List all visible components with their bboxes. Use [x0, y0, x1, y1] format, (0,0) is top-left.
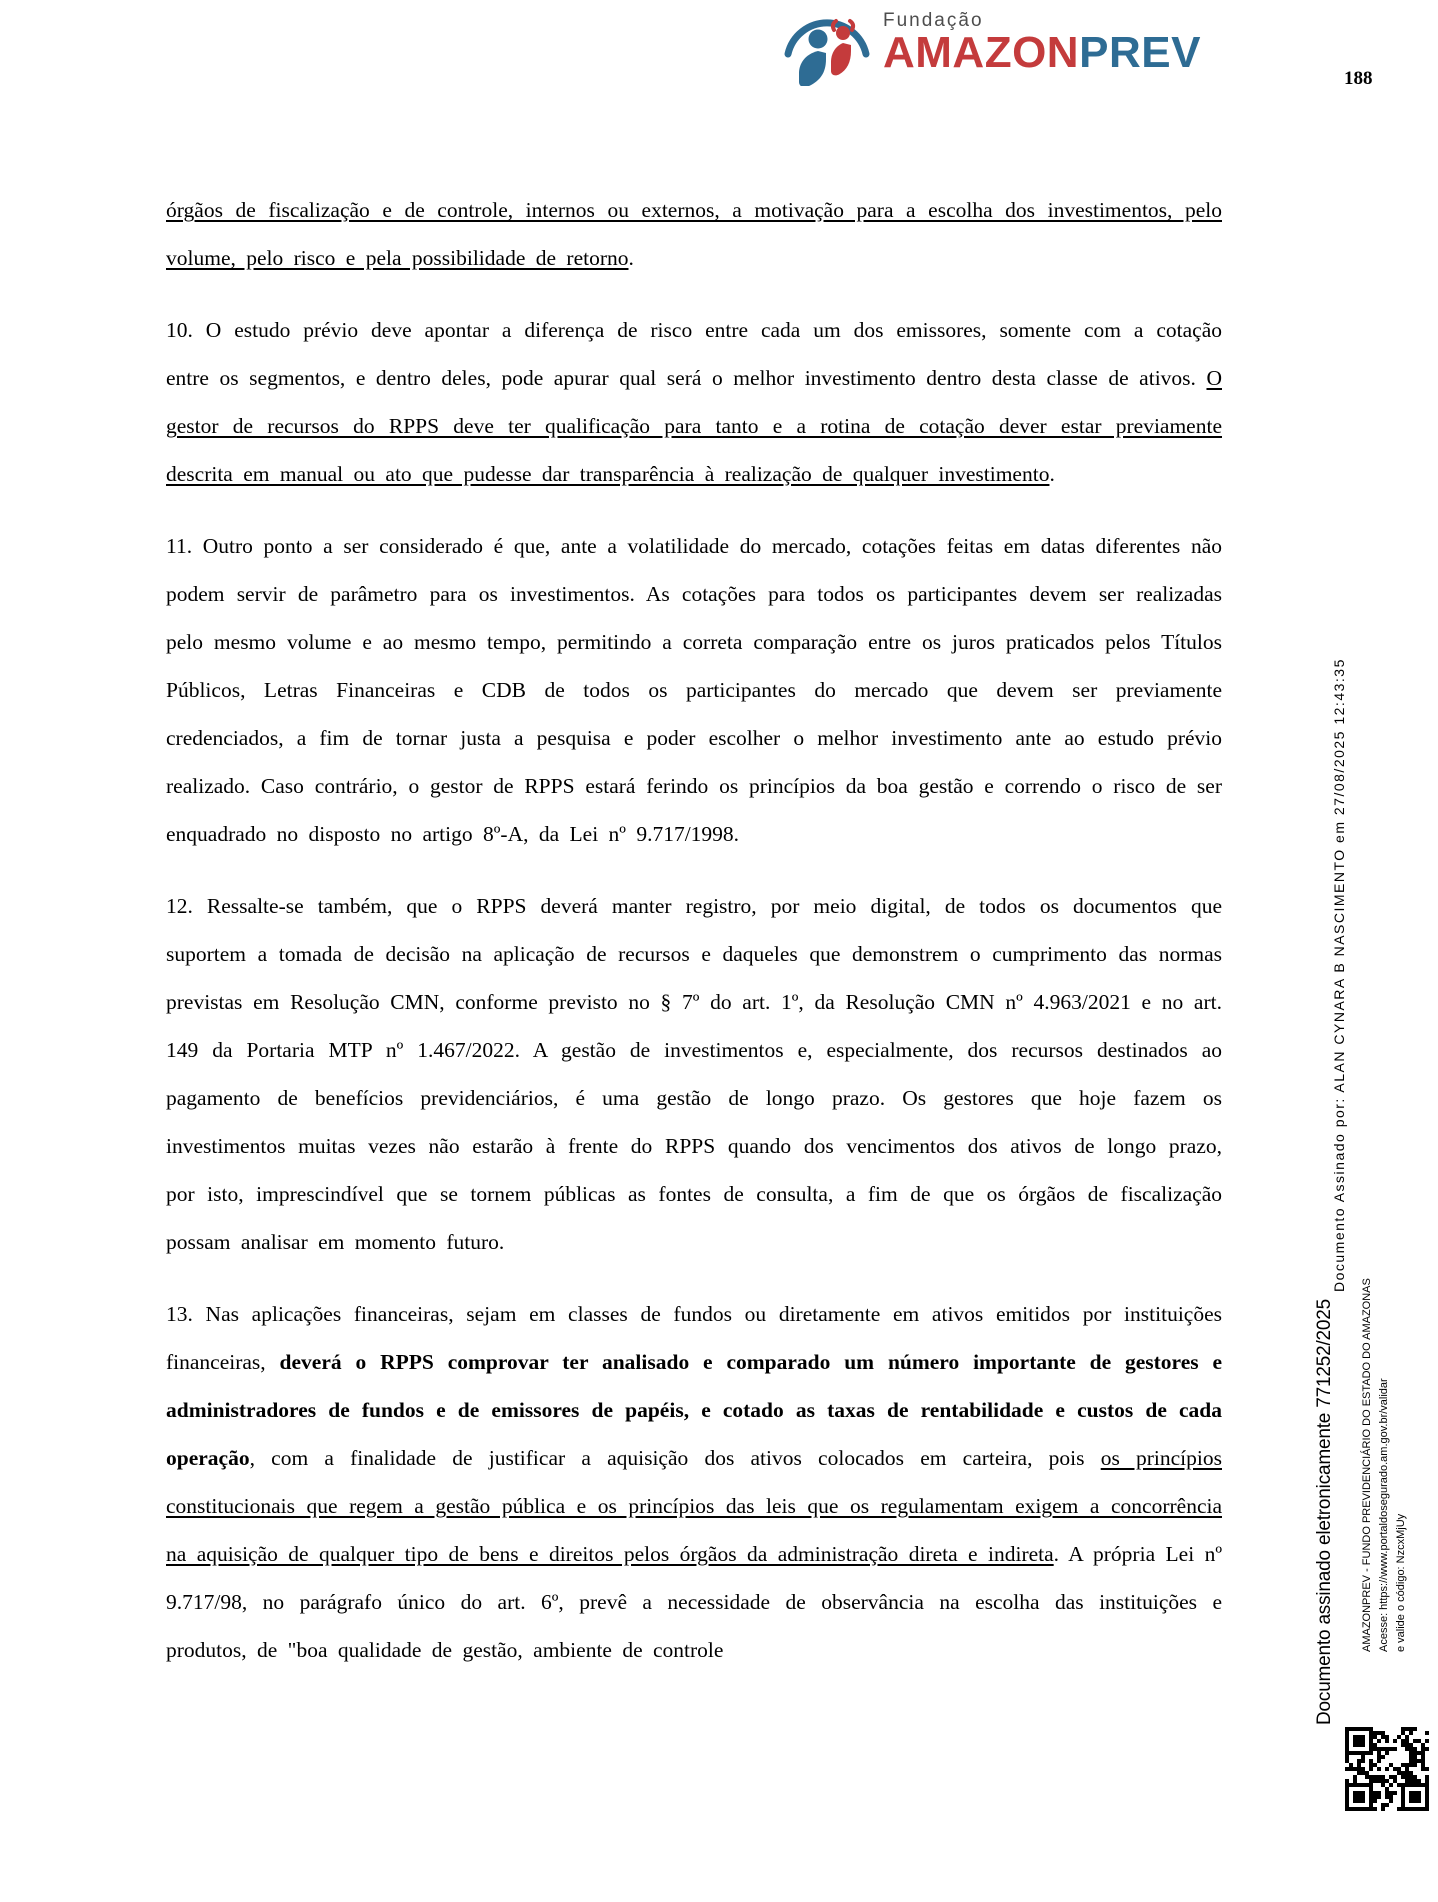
signature-stamp-access-url: Acesse: https://www.portaldosegurado.am.gov.br/validar — [1378, 1378, 1390, 1652]
amazonprev-logo — [781, 2, 1201, 86]
people-arc-icon — [781, 2, 873, 86]
paragraph: órgãos de fiscalização e de controle, internos ou externos, a motivação para a escolha dos investimentos, pelo volume, pelo risco e pela possibilidade de retorno. — [166, 198, 1222, 270]
paragraph: 11. Outro ponto a ser considerado é que, ante a volatilidade do mercado, cotações feitas em datas diferentes não podem servir de parâmetro para os investimentos. As cotações para todos os participantes devem ser realizadas pelo mesmo volume e ao mesmo tempo, permitindo a correta comparação entre os juros praticados pelos Títulos Públicos, Letras Financeiras e CDB de todos os participantes do mercado que devem ser previamente credenciados, a fim de tornar justa a pesquisa e poder escolher o melhor investimento ante ao estudo prévio realizado. Caso contrário, o gestor de RPPS estará ferindo os princípios da boa gestão e correndo o risco de ser enquadrado no disposto no artigo 8º-A, da Lei nº 9.717/1998. — [166, 534, 1222, 846]
logo-subtitle: Fundação — [883, 10, 984, 31]
qr-code — [1345, 1727, 1429, 1811]
paragraph: 12. Ressalte-se também, que o RPPS deverá manter registro, por meio digital, de todos os documentos que suportem a tomada de decisão na aplicação de recursos e daqueles que demonstrem o cumprimento das normas previstas em Resolução CMN, conforme previsto no § 7º do art. 1º, da Resolução CMN nº 4.963/2021 e no art. 149 da Portaria MTP nº 1.467/2022. A gestão de investimentos e, especialmente, dos recursos destinados ao pagamento de benefícios previdenciários, é uma gestão de longo prazo. Os gestores que hoje fazem os investimentos muitas vezes não estarão à frente do RPPS quando dos vencimentos dos ativos de longo prazo, por isto, imprescindível que se tornem públicas as fontes de consulta, a fim de que os órgãos de fiscalização possam analisar em momento futuro. — [166, 894, 1222, 1254]
logo-brand — [883, 28, 1201, 77]
logo-brand-amazon: AMAZON — [883, 28, 1080, 77]
signature-stamp-org: AMAZONPREV - FUNDO PREVIDENCIÁRIO DO ESTADO DO AMAZONAS — [1361, 1278, 1373, 1652]
signature-stamp-signed-by: Documento Assinado por: ALAN CYNARA B NASCIMENTO em 27/08/2025 12:43:35 — [1331, 658, 1347, 1292]
paragraph: 13. Nas aplicações financeiras, sejam em classes de fundos ou diretamente em ativos emitidos por instituições financeiras, deverá o RPPS comprovar ter analisado e comparado um número importante de gestores e administradores de fundos e de emissores de papéis, e cotado as taxas de rentabilidade e custos de cada operação, com a finalidade de justificar a aquisição dos ativos colocados em carteira, pois os princípios constitucionais que regem a gestão pública e os princípios das leis que os regulamentam exigem a concorrência na aquisição de qualquer tipo de bens e direitos pelos órgãos da administração direta e indireta. A própria Lei nº 9.717/98, no parágrafo único do art. 6º, prevê a necessidade de observância na escolha das instituições e produtos, de "boa qualidade de gestão, ambiente de controle — [166, 1302, 1223, 1662]
document-body — [166, 186, 1222, 1674]
signature-stamp-main: Documento assinado eletronicamente 771252/2025 — [1314, 1299, 1335, 1725]
logo-brand-prev: PREV — [1079, 28, 1201, 77]
paragraph: 10. O estudo prévio deve apontar a diferença de risco entre cada um dos emissores, somente com a cotação entre os segmentos, e dentro deles, pode apurar qual será o melhor investimento dentro desta classe de ativos. O gestor de recursos do RPPS deve ter qualificação para tanto e a rotina de cotação dever estar previamente descrita em manual ou ato que pudesse dar transparência à realização de qualquer investimento. — [166, 318, 1222, 486]
page-number: 188 — [1344, 68, 1373, 89]
logo-text — [883, 2, 1201, 77]
signature-stamp-validation-code: e valide o código: NzcxMjUy — [1395, 1513, 1407, 1652]
